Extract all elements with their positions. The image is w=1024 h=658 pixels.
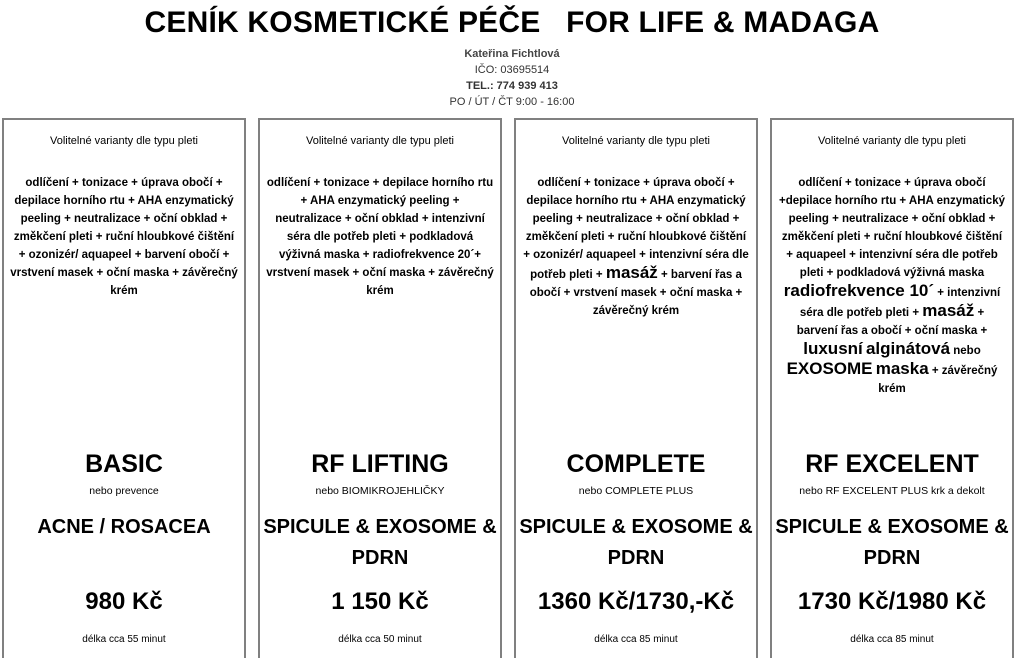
description-highlight-maska: maska bbox=[875, 359, 929, 378]
description-part: odlíčení + tonizace + úprava obočí +depilace horního rtu + AHA enzymatický peeling + neutralizace + oční obklad + změkčení pleti + ruční hloubkové čištění + aquapeel + intenzivní séra dle potřeb pleti + podkladová výživná maska bbox=[778, 177, 1005, 279]
description-part: + barvení řas a obočí + vrstvení masek + oční maska + závěrečný krém bbox=[529, 269, 743, 317]
opening-hours: PO / ÚT / ČT 9:00 - 16:00 bbox=[449, 96, 575, 108]
description-part: + intenzivní séra dle potřeb pleti + bbox=[799, 287, 1001, 319]
description-highlight-luxusni: luxusní bbox=[803, 339, 863, 358]
header bbox=[0, 0, 1024, 110]
package-duration: délka cca 85 minut bbox=[850, 634, 934, 645]
package-alternative: nebo COMPLETE PLUS bbox=[578, 485, 694, 497]
package-extra: ACNE / ROSACEA bbox=[37, 516, 211, 538]
package-name: COMPLETE bbox=[566, 450, 706, 478]
package-alternative: nebo BIOMIKROJEHLIČKY bbox=[315, 485, 445, 497]
package-price: 980 Kč bbox=[85, 588, 163, 615]
treatment-description bbox=[778, 174, 1006, 398]
treatment-description: odlíčení + tonizace + úprava obočí + depilace horního rtu + AHA enzymatický peeling + neutralizace + oční obklad + změkčení pleti + ruční hloubkové čištění + ozonizér/ aquapeel + barvení obočí + vrstvení masek + oční maska + závěrečný krém bbox=[10, 177, 238, 297]
company-id: IČO: 03695514 bbox=[474, 64, 550, 76]
package-alternative: nebo prevence bbox=[89, 485, 159, 497]
package-price: 1360 Kč/1730,-Kč bbox=[537, 588, 735, 615]
package-name: RF LIFTING bbox=[311, 450, 449, 478]
price-card-basic bbox=[2, 118, 246, 658]
package-alternative: nebo RF EXCELENT PLUS krk a dekolt bbox=[799, 485, 985, 497]
description-highlight-masaz: masáž bbox=[605, 263, 658, 282]
variant-note: Volitelné varianty dle typu pleti bbox=[50, 135, 198, 147]
page-title: CENÍK KOSMETICKÉ PÉČE FOR LIFE & MADAGA bbox=[144, 6, 880, 39]
package-extra: SPICULE & EXOSOME & PDRN bbox=[519, 516, 753, 569]
description-highlight-masaz: masáž bbox=[922, 301, 975, 320]
description-part: nebo bbox=[953, 345, 981, 357]
description-highlight-radiofrequency: radiofrekvence 10´ bbox=[783, 281, 935, 300]
package-duration: délka cca 50 minut bbox=[338, 634, 422, 645]
owner-name: Kateřina Fichtlová bbox=[464, 48, 560, 60]
variant-note: Volitelné varianty dle typu pleti bbox=[306, 135, 454, 147]
phone-number: TEL.: 774 939 413 bbox=[466, 80, 558, 92]
package-name: BASIC bbox=[85, 450, 163, 478]
price-card-rf-lifting bbox=[258, 118, 502, 658]
price-card-rf-excelent bbox=[770, 118, 1014, 658]
description-highlight-alginatova: alginátová bbox=[865, 339, 951, 358]
variant-note: Volitelné varianty dle typu pleti bbox=[562, 135, 710, 147]
treatment-description bbox=[522, 174, 750, 320]
description-highlight-exosome: EXOSOME bbox=[786, 359, 873, 378]
package-price: 1 150 Kč bbox=[331, 588, 429, 615]
treatment-description: odlíčení + tonizace + depilace horního rtu + AHA enzymatický peeling + neutralizace + oční obklad + intenzivní séra dle potřeb pleti + podkladová výživná maska + radiofrekvence 20´+ vrstvení masek + oční maska + závěrečný krém bbox=[266, 177, 494, 297]
package-duration: délka cca 85 minut bbox=[594, 634, 678, 645]
description-part: + závěrečný krém bbox=[878, 365, 998, 395]
package-name: RF EXCELENT bbox=[805, 450, 979, 478]
variant-note: Volitelné varianty dle typu pleti bbox=[818, 135, 966, 147]
package-duration: délka cca 55 minut bbox=[82, 634, 166, 645]
package-extra: SPICULE & EXOSOME & PDRN bbox=[263, 516, 497, 569]
package-price: 1730 Kč/1980 Kč bbox=[797, 588, 987, 615]
description-part: odlíčení + tonizace + úprava obočí + depilace horního rtu + AHA enzymatický peeling + neutralizace + oční obklad + změkčení pleti + ruční hloubkové čištění + ozonizér/ aquapeel + intenzivní séra dle potřeb pleti + bbox=[523, 177, 749, 281]
package-extra: SPICULE & EXOSOME & PDRN bbox=[775, 516, 1009, 569]
description-part: + barvení řas a obočí + oční maska + bbox=[796, 307, 988, 337]
price-card-complete bbox=[514, 118, 758, 658]
